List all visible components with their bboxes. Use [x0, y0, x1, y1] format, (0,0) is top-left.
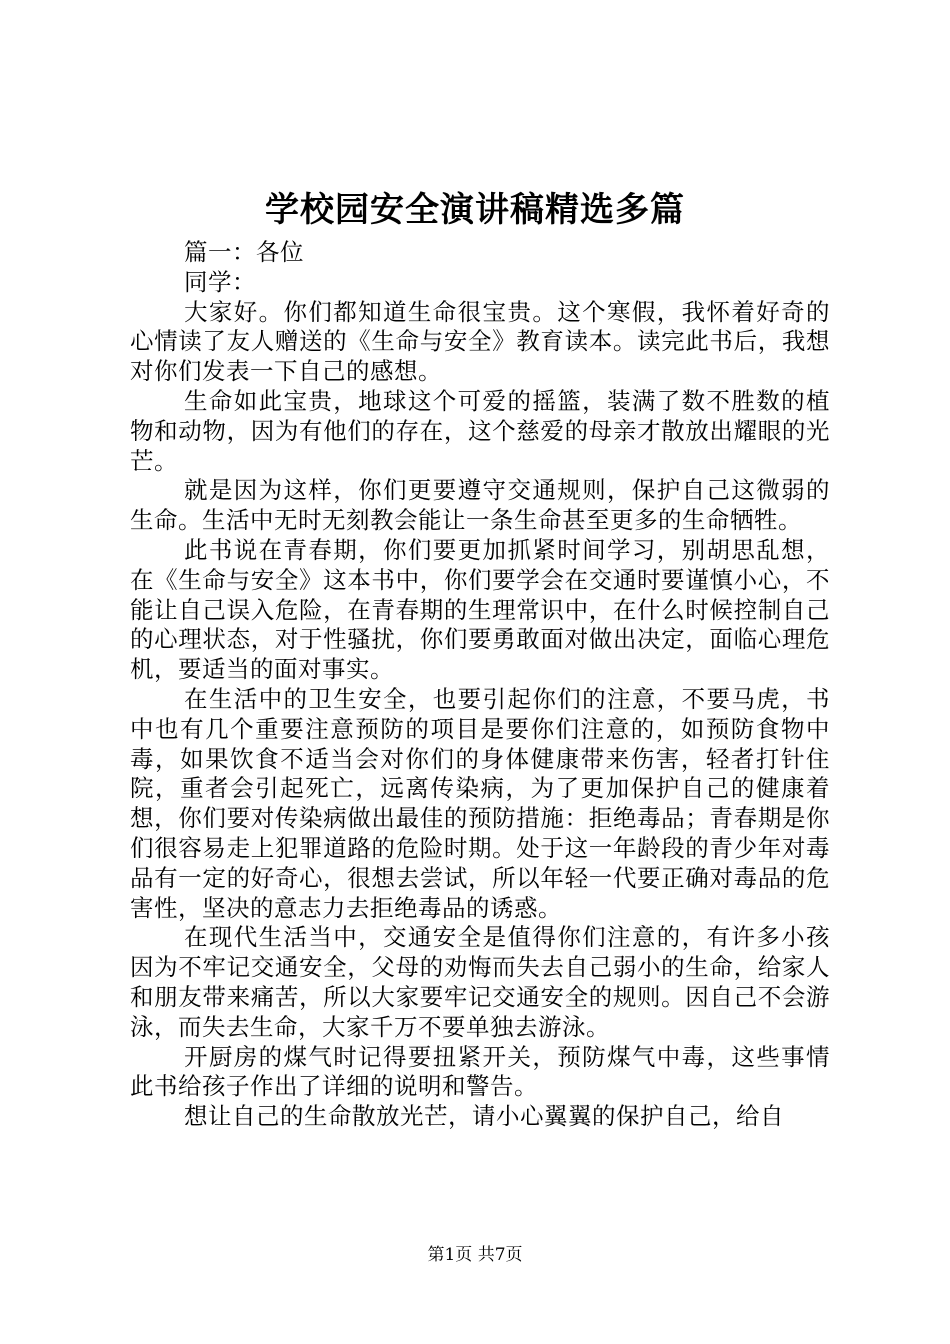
paragraph-9: 开厨房的煤气时记得要扭紧开关，预防煤气中毒，这些事情此书给孩子作出了详细的说明和警告。	[130, 1042, 830, 1101]
page-title: 学校园安全演讲稿精选多篇	[265, 190, 685, 230]
paragraph-4: 生命如此宝贵，地球这个可爱的摇篮，装满了数不胜数的植物和动物，因为有他们的存在，这个慈爱的母亲才散放出耀眼的光芒。	[130, 386, 830, 475]
paragraph-6: 此书说在青春期，你们要更加抓紧时间学习，别胡思乱想，在《生命与安全》这本书中，你们要学会在交通时要谨慎小心，不能让自己误入危险，在青春期的生理常识中，在什么时候控制自己的心理状态，对于性骚扰，你们要勇敢面对做出决定，面临心理危机，要适当的面对事实。	[130, 535, 830, 684]
paragraph-1: 篇一：各位	[184, 238, 304, 266]
paragraph-8: 在现代生活当中，交通安全是值得你们注意的，有许多小孩因为不牢记交通安全，父母的劝悔而失去自己弱小的生命，给家人和朋友带来痛苦，所以大家要牢记交通安全的规则。因自己不会游泳，而失去生命，大家千万不要单独去游泳。	[130, 923, 830, 1041]
paragraph-5: 就是因为这样，你们更要遵守交通规则，保护自己这微弱的生命。生活中无时无刻教会能让一条生命甚至更多的生命牺牲。	[130, 476, 830, 535]
document-body	[130, 238, 830, 1132]
page-number-footer: 第1页 共7页	[427, 1245, 523, 1265]
paragraph-7: 在生活中的卫生安全，也要引起你们的注意，不要马虎，书中也有几个重要注意预防的项目是要你们注意的，如预防食物中毒，如果饮食不适当会对你们的身体健康带来伤害，轻者打针住院，重者会引起死亡，远离传染病，为了更加保护自己的健康着想，你们要对传染病做出最佳的预防措施：拒绝毒品；青春期是你们很容易走上犯罪道路的危险时期。处于这一年龄段的青少年对毒品有一定的好奇心，很想去尝试，所以年轻一代要正确对毒品的危害性，坚决的意志力去拒绝毒品的诱惑。	[130, 684, 830, 922]
paragraph-10: 想让自己的生命散放光芒，请小心翼翼的保护自己，给自	[184, 1102, 784, 1131]
paragraph-3: 大家好。你们都知道生命很宝贵。这个寒假，我怀着好奇的心情读了友人赠送的《生命与安全》教育读本。读完此书后，我想对你们发表一下自己的感想。	[130, 297, 830, 386]
paragraph-2: 同学：	[184, 267, 256, 296]
